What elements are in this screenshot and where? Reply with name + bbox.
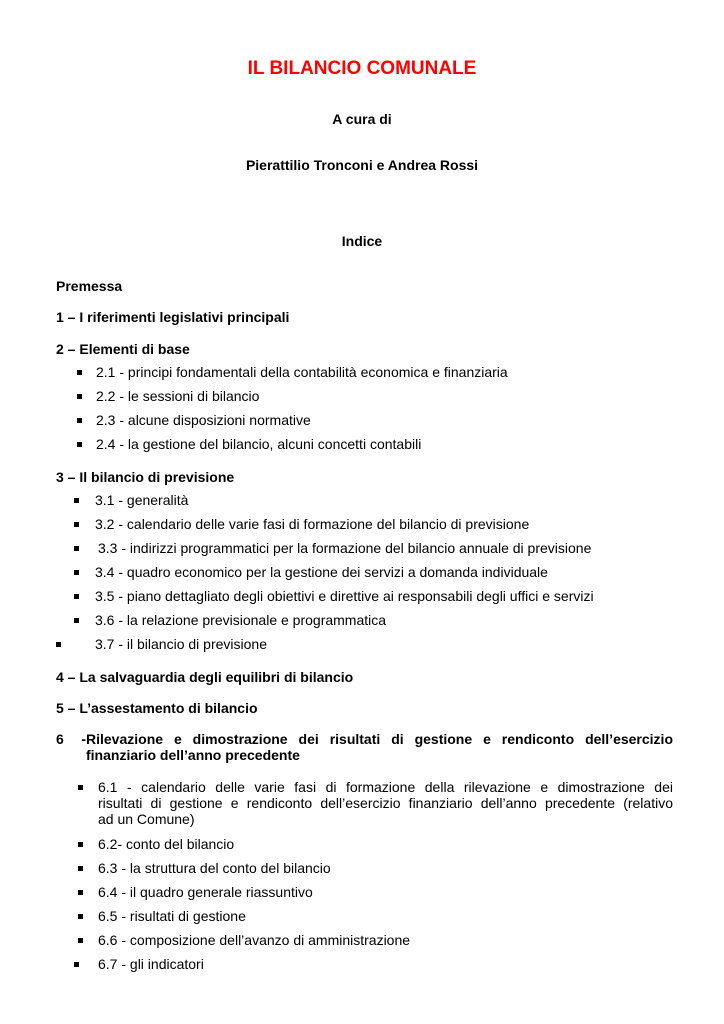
toc-item-3-5: 3.5 - piano dettagliato degli obiettivi e direttive ai responsabili degli uffici e servizi xyxy=(95,588,594,604)
toc-section-3: 3 – Il bilancio di previsione xyxy=(56,469,235,485)
bullet-icon xyxy=(56,642,61,647)
bullet-icon xyxy=(77,370,82,375)
toc-item-6-5: 6.5 - risultati di gestione xyxy=(98,908,246,924)
bullet-icon xyxy=(74,962,79,967)
section-6-title-line-2: finanziario dell’anno precedente xyxy=(86,747,300,763)
toc-item-2-1: 2.1 - principi fondamentali della contabilità economica e finanziaria xyxy=(96,364,508,380)
toc-section-5: 5 – L’assestamento di bilancio xyxy=(56,700,258,716)
bullet-icon xyxy=(77,394,82,399)
toc-item-6-1-line-2: risultati di gestione e rendiconto dell’esercizio finanziario dell’anno precedente (relativo xyxy=(98,795,673,811)
toc-item-6-1 xyxy=(98,779,673,827)
bullet-icon xyxy=(74,522,79,527)
bullet-icon xyxy=(74,498,79,503)
bullet-icon xyxy=(74,546,79,551)
toc-item-3-1: 3.1 - generalità xyxy=(95,492,189,508)
toc-item-3-3: 3.3 - indirizzi programmatici per la formazione del bilancio annuale di previsione xyxy=(98,540,592,556)
toc-item-6-7: 6.7 - gli indicatori xyxy=(98,956,204,972)
toc-section-1: 1 – I riferimenti legislativi principali xyxy=(56,309,290,325)
toc-item-6-4: 6.4 - il quadro generale riassuntivo xyxy=(98,884,313,900)
bullet-icon xyxy=(78,842,83,847)
toc-section-4: 4 – La salvaguardia degli equilibri di bilancio xyxy=(56,669,354,685)
toc-item-3-6: 3.6 - la relazione previsionale e programmatica xyxy=(95,612,387,628)
toc-item-3-2: 3.2 - calendario delle varie fasi di formazione del bilancio di previsione xyxy=(95,516,530,532)
toc-item-6-1-line-1: 6.1 - calendario delle varie fasi di formazione della rilevazione e dimostrazione dei xyxy=(98,779,673,795)
bullet-icon xyxy=(74,570,79,575)
toc-item-6-2: 6.2- conto del bilancio xyxy=(98,836,235,852)
bullet-icon xyxy=(78,866,83,871)
bullet-icon xyxy=(78,938,83,943)
toc-item-6-6: 6.6 - composizione dell’avanzo di amministrazione xyxy=(98,932,411,948)
curated-by-label: A cura di xyxy=(332,111,392,127)
index-heading: Indice xyxy=(341,233,383,249)
toc-item-3-4: 3.4 - quadro economico per la gestione dei servizi a domanda individuale xyxy=(95,564,548,580)
bullet-icon xyxy=(74,618,79,623)
toc-section-6 xyxy=(56,731,673,763)
toc-section-2: 2 – Elementi di base xyxy=(56,341,190,357)
bullet-icon xyxy=(78,785,83,790)
bullet-icon xyxy=(78,890,83,895)
authors: Pierattilio Tronconi e Andrea Rossi xyxy=(245,157,479,173)
toc-item-3-7: 3.7 - il bilancio di previsione xyxy=(95,636,267,652)
bullet-icon xyxy=(74,594,79,599)
section-6-title-line-1: Rilevazione e dimostrazione dei risultati di gestione e rendiconto dell’esercizio xyxy=(86,731,673,747)
document-title: IL BILANCIO COMUNALE xyxy=(247,58,477,79)
section-6-number: 6 - xyxy=(56,731,86,747)
toc-premessa: Premessa xyxy=(56,278,123,294)
toc-item-6-1-line-3: ad un Comune) xyxy=(98,811,195,827)
toc-item-6-3: 6.3 - la struttura del conto del bilancio xyxy=(98,860,331,876)
toc-item-2-3: 2.3 - alcune disposizioni normative xyxy=(96,412,311,428)
bullet-icon xyxy=(77,418,82,423)
bullet-icon xyxy=(78,914,83,919)
bullet-icon xyxy=(77,442,82,447)
toc-item-2-2: 2.2 - le sessioni di bilancio xyxy=(96,388,260,404)
toc-item-2-4: 2.4 - la gestione del bilancio, alcuni concetti contabili xyxy=(96,436,422,452)
